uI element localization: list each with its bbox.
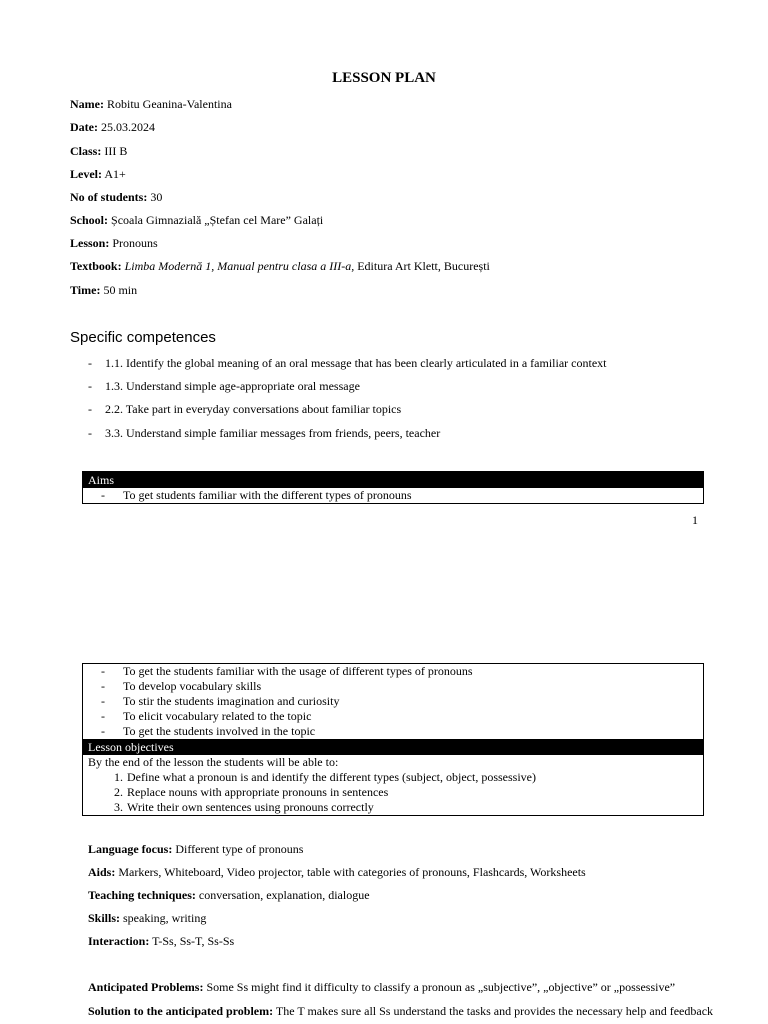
aim-item: - To elicit vocabulary related to the topic (101, 709, 312, 723)
aim-item: - To stir the students imagination and curiosity (101, 694, 340, 708)
field-date: Date: 25.03.2024 (70, 120, 155, 134)
competence-item: - 1.1. Identify the global meaning of an oral message that has been clearly articulated in a familiar context (88, 356, 607, 370)
objectives-heading: Lesson objectives (83, 739, 703, 755)
aim-item: - To get the students familiar with the usage of different types of pronouns (101, 664, 473, 678)
detail-techniques: Teaching techniques: conversation, explanation, dialogue (88, 888, 370, 902)
solution-problem: Solution to the anticipated problem: The T makes sure all Ss understand the tasks and provides the necessary help and feedback (88, 1004, 714, 1018)
page-title: LESSON PLAN (332, 70, 436, 86)
anticipated-problems: Anticipated Problems: Some Ss might find it difficulty to classify a pronoun as „subjective”, „objective” or „possessive” (88, 980, 676, 994)
field-students: No of students: 30 (70, 190, 163, 204)
continued-box (82, 663, 704, 816)
page-number: 1 (692, 513, 698, 527)
aim-item: - To get the students involved in the topic (101, 724, 316, 738)
aim-item: - To develop vocabulary skills (101, 679, 262, 693)
aim-item: - To get students familiar with the different types of pronouns (101, 488, 412, 502)
field-class: Class: III B (70, 144, 128, 158)
aims-heading: Aims (83, 472, 703, 488)
competence-item: - 3.3. Understand simple familiar messages from friends, peers, teacher (88, 426, 441, 440)
detail-aids: Aids: Markers, Whiteboard, Video projector, table with categories of pronouns, Flashcards, Worksheets (88, 865, 586, 879)
field-school: School: Școala Gimnazială „Ștefan cel Mare” Galați (70, 213, 324, 227)
detail-language-focus: Language focus: Different type of pronouns (88, 842, 304, 856)
field-lesson: Lesson: Pronouns (70, 236, 158, 250)
objective-item: 1. Define what a pronoun is and identify the different types (subject, object, possessive) (114, 770, 537, 784)
detail-skills: Skills: speaking, writing (88, 911, 207, 925)
aims-box (82, 471, 704, 504)
objectives-intro: By the end of the lesson the students will be able to: (88, 755, 339, 769)
competence-item: - 1.3. Understand simple age-appropriate oral message (88, 379, 360, 393)
objective-item: 3. Write their own sentences using pronouns correctly (114, 800, 374, 814)
competence-item: - 2.2. Take part in everyday conversations about familiar topics (88, 402, 402, 416)
field-textbook: Textbook: Limba Modernă 1, Manual pentru clasa a III-a, Editura Art Klett, București (70, 259, 490, 273)
field-time: Time: 50 min (70, 283, 138, 297)
page-break (0, 540, 768, 640)
detail-interaction: Interaction: T-Ss, Ss-T, Ss-Ss (88, 934, 235, 948)
field-name: Name: Robitu Geanina-Valentina (70, 97, 232, 111)
field-level: Level: A1+ (70, 167, 126, 181)
objective-item: 2. Replace nouns with appropriate pronouns in sentences (114, 785, 389, 799)
competences-heading: Specific competences (70, 329, 216, 346)
